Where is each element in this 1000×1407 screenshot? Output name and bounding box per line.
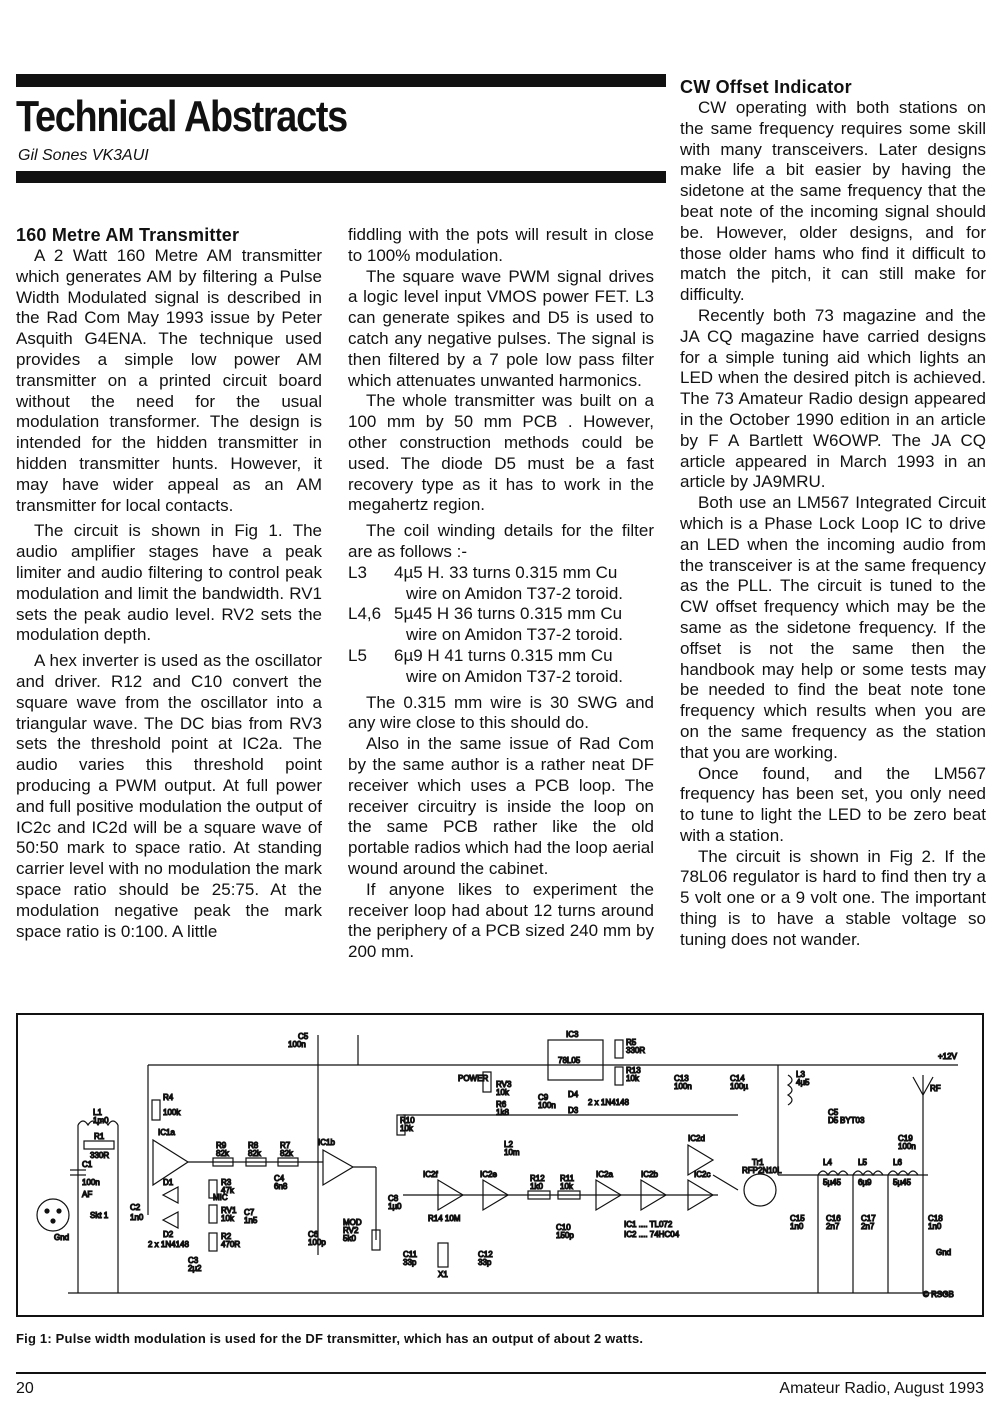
paragraph: The circuit is shown in Fig 2. If the 78L06 regulator is hard to find then try a 5 volt one or a 9 volt one. The important thing is to have a stable voltage so tuning does not wander. — [680, 846, 986, 949]
label-r9: R9 — [216, 1141, 227, 1150]
label-78l05: 78L05 — [558, 1056, 581, 1065]
label-c15-value: 1n0 — [790, 1222, 804, 1231]
label-12v: +12V — [938, 1052, 957, 1061]
label-ic2f: IC2f — [423, 1170, 438, 1179]
wire — [713, 1175, 738, 1190]
label-r9-value: 82k — [216, 1149, 229, 1158]
coil-spec-row — [348, 604, 654, 646]
label-r4-value: 100k — [163, 1108, 181, 1117]
fig1-schematic — [16, 1013, 984, 1317]
label-ic1a: IC1a — [158, 1128, 175, 1137]
label-c14: C14 — [730, 1074, 745, 1083]
resistor-r13-icon — [615, 1067, 623, 1085]
label-c16-value: 2n7 — [826, 1222, 840, 1231]
label-r13: R13 — [626, 1066, 641, 1075]
label-c19-value: 100n — [898, 1142, 916, 1151]
label-c17-value: 2n7 — [861, 1222, 875, 1231]
label-c13: C13 — [674, 1074, 689, 1083]
resistor-r2-icon — [209, 1233, 217, 1251]
paragraph: The 0.315 mm wire is 30 SWG and any wire close to this should do. — [348, 692, 654, 733]
label-c13-value: 100n — [674, 1082, 692, 1091]
label-power: POWER — [458, 1074, 489, 1083]
label-x1: X1 — [438, 1270, 448, 1279]
paragraph: CW operating with both stations on the same frequency requires some skill with many transceivers. Later designs make life a bit easier by having the sidetone at the same frequency that the beat note of the incoming signal should be. However, older designs, and for those older hams who find it difficult to match the pitch, it can still make for difficulty. — [680, 98, 986, 305]
crystal-x1-icon — [438, 1243, 448, 1267]
label-d5: D5 — [828, 1116, 839, 1125]
label-c8: C8 — [388, 1194, 399, 1203]
coil-spec: 5µ45 H 36 turns 0.315 mm Cu — [394, 604, 623, 624]
paragraph: The whole transmitter was built on a 100 mm by 50 mm PCB . However, other construction methods could be used. The diode D5 must be a fast recovery type as it has to work in the megahertz region. — [348, 391, 654, 515]
label-rv3-value: 10k — [496, 1088, 509, 1097]
label-r1: R1 — [94, 1132, 105, 1141]
coil-wire: wire on Amidon T37-2 toroid. — [406, 666, 624, 686]
label-mic: MIC — [213, 1193, 228, 1202]
label-ic3: IC3 — [566, 1030, 579, 1039]
label-c18-value: 1n0 — [928, 1222, 942, 1231]
label-rv3: RV3 — [496, 1080, 512, 1089]
article-heading-cw-offset: CW Offset Indicator — [680, 77, 852, 97]
label-c6-value: 100p — [308, 1238, 326, 1247]
label-d4: D4 — [568, 1090, 579, 1099]
paragraph: fiddling with the pots will result in close to 100% modulation. — [348, 225, 654, 265]
label-c15: C15 — [790, 1214, 805, 1223]
label-l5: L5 — [858, 1158, 867, 1167]
label-c5: C5 — [298, 1032, 309, 1041]
figure-caption: Fig 1: Pulse width modulation is used for the DF transmitter, which has an output of about 2 watts. — [16, 1331, 644, 1346]
label-c19: C19 — [898, 1134, 913, 1143]
column-2 — [348, 225, 654, 963]
label-r14: R14 10M — [428, 1214, 461, 1223]
label-c12-value: 33p — [478, 1258, 492, 1267]
label-r6-value: 1k8 — [496, 1108, 509, 1117]
label-r12-value: 1k0 — [530, 1182, 543, 1191]
label-ic2c: IC2c — [694, 1170, 711, 1179]
label-c1-value: 100n — [82, 1178, 100, 1187]
label-r11: R11 — [560, 1174, 575, 1183]
label-ic2d: IC2d — [688, 1134, 705, 1143]
af-socket-icon — [37, 1199, 69, 1231]
label-copyright: © RSGB — [923, 1290, 954, 1299]
label-r10: R10 — [400, 1116, 415, 1125]
label-c17: C17 — [861, 1214, 876, 1223]
label-c10-value: 150p — [556, 1231, 574, 1240]
label-c7: C7 — [244, 1208, 255, 1217]
label-r8-value: 82k — [248, 1149, 261, 1158]
paragraph: Recently both 73 magazine and the JA CQ magazine have carried designs for a simple tuning aid which lights an LED when the desired pitch is achieved. The 73 Amateur Radio design appeared in the October 1990 edition in an article by F A Bartlett W6OWP. The JA CQ article appeared in March 1993 in an article by JA9MRU. — [680, 305, 986, 492]
label-ic2b: IC2b — [641, 1170, 658, 1179]
label-r5-value: 330R — [626, 1046, 646, 1055]
label-d2: D2 — [163, 1230, 174, 1239]
label-ic2a: IC2a — [596, 1170, 613, 1179]
footer-rule — [16, 1372, 986, 1374]
label-l4-value: 5µ45 — [823, 1178, 841, 1187]
coil-spec: 4µ5 H. 33 turns 0.315 mm Cu — [394, 562, 618, 582]
label-r2: R2 — [221, 1232, 232, 1241]
label-skt1: Skt 1 — [90, 1211, 109, 1220]
label-l4: L4 — [823, 1158, 832, 1167]
label-ic2-type: IC2 .... 74HC04 — [624, 1230, 680, 1239]
label-l6: L6 — [893, 1158, 902, 1167]
label-r7: R7 — [280, 1141, 291, 1150]
label-d2-value: 2 x 1N4148 — [148, 1240, 189, 1249]
coil-spec-row — [348, 563, 654, 605]
label-rv1-value: 10k — [221, 1214, 234, 1223]
label-tr1-value: RFP2N10L — [742, 1166, 782, 1175]
label-c16: C16 — [826, 1214, 841, 1223]
label-d5-value: BYT03 — [840, 1116, 865, 1125]
label-c8-value: 1µ0 — [388, 1202, 402, 1211]
label-c4: C4 — [274, 1174, 285, 1183]
coil-wire: wire on Amidon T37-2 toroid. — [406, 583, 624, 603]
schematic-drawing — [18, 1015, 982, 1315]
label-c5-value: 100n — [288, 1040, 306, 1049]
label-r4: R4 — [163, 1093, 174, 1102]
paragraph: Once found, and the LM567 frequency has been set, you only need to tune to light the LED to be zero beat with a station. — [680, 763, 986, 845]
column-3 — [680, 77, 986, 951]
label-d3: D3 — [568, 1106, 579, 1115]
label-c1: C1 — [82, 1160, 93, 1169]
opamp-ic1b-icon — [323, 1150, 353, 1185]
label-c10: C10 — [556, 1223, 571, 1232]
column-1 — [16, 225, 322, 942]
label-rf: RF — [930, 1084, 941, 1093]
label-c18: C18 — [928, 1214, 943, 1223]
diode-d2-icon — [163, 1212, 178, 1228]
label-l5-value: 6µ9 — [858, 1178, 872, 1187]
paragraph: If anyone likes to experiment the receiver loop had about 12 turns around the periphery of a PCB sized 240 mm by 200 mm. — [348, 879, 654, 962]
page-title: Technical Abstracts — [16, 92, 347, 141]
paragraph: Both use an LM567 Integrated Circuit which is a Phase Lock Loop IC to drive an LED when the incoming audio from the transceiver is at the same frequency as the PLL. The circuit is tuned to the CW offset frequency which may be the same as the sidetone frequency. If the offset is not the same then the handbook may help or some tests may be needed to find the beat note tone frequency which results when you are on the same frequency as the station that you are working. — [680, 493, 986, 762]
label-r3: R3 — [221, 1178, 232, 1187]
title-rule — [16, 171, 666, 183]
pin-icon — [51, 1219, 55, 1223]
label-r12: R12 — [530, 1174, 545, 1183]
label-c2-value: 1n0 — [130, 1213, 144, 1222]
coil-label: L4,6 — [348, 604, 382, 624]
inductor-l3-icon — [788, 1075, 792, 1105]
label-rv1: RV1 — [221, 1206, 237, 1215]
coil-spec: 6µ9 H 41 turns 0.315 mm Cu — [394, 645, 613, 665]
label-gnd: Gnd — [54, 1233, 70, 1242]
label-r13-value: 10k — [626, 1074, 639, 1083]
top-rule — [16, 74, 666, 87]
label-ic1b: IC1b — [318, 1138, 335, 1147]
paragraph: A hex inverter is used as the oscillator and driver. R12 and C10 convert the square wave from the oscillator into a triangular wave. The DC bias from RV3 sets the threshold point at IC2a. The audio varies this threshold point producing a PWM output. At full power and full positive modulation the output of IC2c and IC2d will be a square wave of 50:50 mark to space ratio. At standing carrier level with no modulation the mark space ratio should be 25:75. At the modulation negative peak the mark space ratio is 0:100. A little — [16, 651, 322, 941]
byline: Gil Sones VK3AUI — [18, 147, 149, 164]
article-heading-160m: 160 Metre AM Transmitter — [16, 225, 240, 245]
label-c7-value: 1n5 — [244, 1216, 258, 1225]
label-c2: C2 — [130, 1203, 141, 1212]
label-gnd-output: Gnd — [936, 1248, 952, 1257]
label-rv2-value: 5k0 — [343, 1234, 356, 1243]
label-l2: L2 — [504, 1140, 513, 1149]
label-ic2e: IC2e — [480, 1170, 497, 1179]
label-r3-value: 47k — [221, 1186, 234, 1195]
mosfet-tr1-icon — [744, 1174, 776, 1206]
paragraph: The circuit is shown in Fig 1. The audio amplifier stages have a peak limiter and audio filtering to control peak modulation and limit the bandwidth. RV1 sets the peak audio level. RV2 sets the modulation depth. — [16, 521, 322, 645]
label-l2-value: 10m — [504, 1148, 520, 1157]
paragraph: Also in the same issue of Rad Com by the same author is a rather neat DF receiver which uses a PCB loop. The receiver circuitry is inside the loop on the same PCB rather like the old portable radios which had the loop aerial wound around the cabinet. — [348, 734, 654, 878]
label-l3-value: 4µ5 — [796, 1078, 810, 1087]
resistor-r1-icon — [84, 1141, 114, 1149]
page-number: 20 — [16, 1380, 34, 1397]
label-c12: C12 — [478, 1250, 493, 1259]
label-c3: C3 — [188, 1256, 199, 1265]
label-r5: R5 — [626, 1038, 637, 1047]
label-c4-value: 6n8 — [274, 1182, 288, 1191]
label-l1: L1 — [93, 1108, 102, 1117]
label-mod: MOD — [343, 1218, 362, 1227]
pin-icon — [57, 1209, 61, 1213]
label-c14-value: 100µ — [730, 1082, 748, 1091]
paragraph: The square wave PWM signal drives a logic level input VMOS power FET. L3 can generate spikes and D5 is used to catch any negative pulses. The signal is then filtered by a 7 pole low pass filter which attenuates unwanted harmonics. — [348, 266, 654, 390]
label-r6: R6 — [496, 1100, 507, 1109]
label-c9-value: 100n — [538, 1101, 556, 1110]
label-r11-value: 10k — [560, 1182, 573, 1191]
coil-spec-row — [348, 646, 654, 688]
label-r2-value: 470R — [221, 1240, 241, 1249]
label-l1-value: 1m0 — [93, 1116, 109, 1125]
label-l3: L3 — [796, 1070, 805, 1079]
resistor-r5-icon — [615, 1040, 623, 1058]
paragraph: A 2 Watt 160 Metre AM transmitter which generates AM by filtering a Pulse Width Modulated signal is described in the Rad Com May 1993 issue by Peter Asquith G4ENA. The technique used provides a simple low power AM transmitter on a printed circuit board without the need for the usual modulation transformer. The design is intended for the hidden transmitter in hidden transmitter hunts. However, it may have wider appeal as an AM transmitter for local contacts. — [16, 246, 322, 515]
label-c5-decoupling: C5 — [828, 1108, 839, 1117]
paragraph: The coil winding details for the filter are as follows :- — [348, 521, 654, 561]
label-c6: C6 — [308, 1230, 319, 1239]
label-af: AF — [82, 1190, 93, 1199]
resistor-r4-icon — [152, 1100, 160, 1120]
potentiometer-rv1-icon — [209, 1205, 217, 1223]
label-c11: C11 — [403, 1250, 418, 1259]
coil-label: L3 — [348, 562, 367, 582]
label-r1-value: 330R — [90, 1151, 110, 1160]
diode-d1-icon — [163, 1187, 178, 1203]
label-d34-value: 2 x 1N4148 — [588, 1098, 629, 1107]
pin-icon — [45, 1209, 49, 1213]
label-tr1: Tr1 — [752, 1158, 764, 1167]
coil-label: L5 — [348, 645, 367, 665]
coil-wire: wire on Amidon T37-2 toroid. — [406, 625, 624, 645]
label-c11-value: 33p — [403, 1258, 417, 1267]
label-r8: R8 — [248, 1141, 259, 1150]
footer-publication: Amateur Radio, August 1993 — [779, 1380, 984, 1397]
label-r7-value: 82k — [280, 1149, 293, 1158]
label-c3-value: 2µ2 — [188, 1264, 202, 1273]
label-rv2: RV2 — [343, 1226, 359, 1235]
label-d1: D1 — [163, 1178, 174, 1187]
label-ic1-type: IC1 .... TL072 — [624, 1220, 673, 1229]
label-r10-value: 10k — [400, 1124, 413, 1133]
label-l6-value: 5µ45 — [893, 1178, 911, 1187]
label-c9: C9 — [538, 1093, 549, 1102]
